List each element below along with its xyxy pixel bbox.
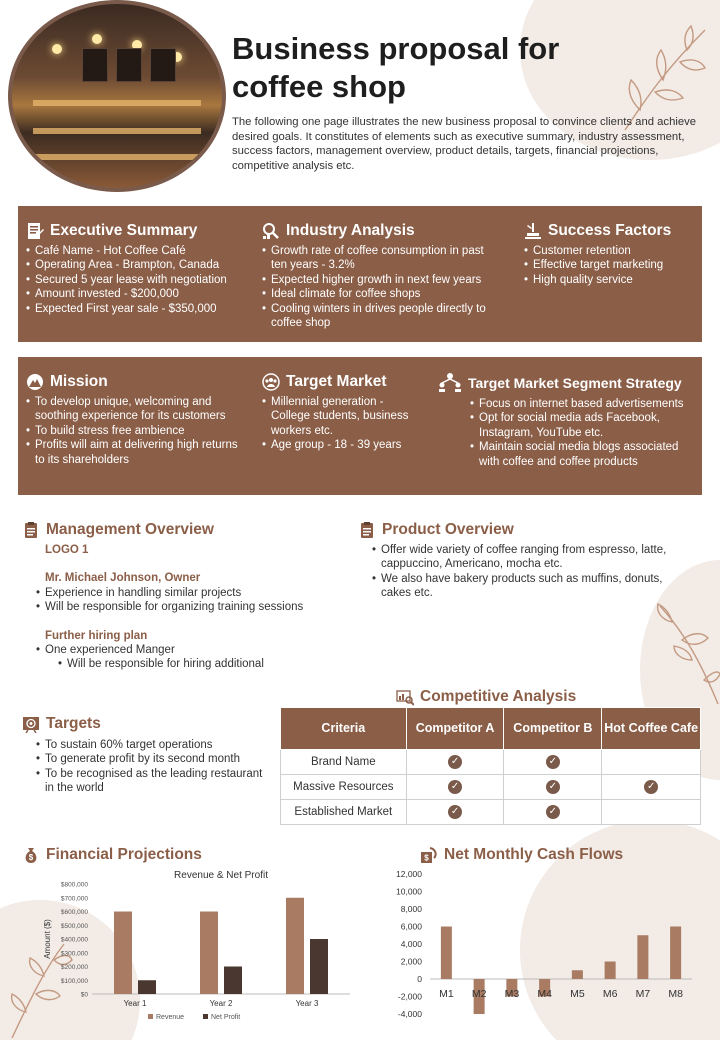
list-item: • Focus on internet based advertisements [470,397,695,411]
management-overview-heading-row [22,521,214,539]
x-tick-label: M2 [471,988,487,1000]
management-overview-body [45,543,345,672]
y-tick-label: 2,000 [400,956,422,967]
list-item: • Opt for social media ads Facebook, Instagram, YouTube etc. [470,411,695,440]
bar-net-profit [310,939,328,994]
table-cell-criteria: Massive Resources [281,775,407,800]
list-item: • Experience in handling similar projects [36,586,345,600]
analysis-icon [262,222,280,240]
list-item: • To generate profit by its second month [36,752,270,766]
legend-swatch [148,1014,153,1019]
y-tick-label: $300,000 [60,950,88,958]
people-icon [262,373,280,391]
list-item: • Maintain social media blogs associated with coffee and coffee products [470,440,695,469]
net-monthly-cash-flow-chart [380,866,700,1026]
list-item: • To be recognised as the leading restaurant in the world [36,767,270,796]
mission-heading: Mission [50,373,108,390]
bar-net-profit [138,980,156,994]
bar-revenue [286,898,304,994]
y-tick-label: $0 [80,991,88,999]
executive-summary-heading: Executive Summary [50,222,198,239]
x-tick-label: M6 [602,988,618,1000]
list-item: • Millennial generation - College students, business workers etc. [262,395,412,438]
list-item: • Will be responsible for organizing training sessions [36,600,345,614]
targets-heading: Targets [46,715,101,732]
targets-heading-row [22,715,101,733]
cash-icon [420,846,438,864]
x-tick-label: M7 [635,988,651,1000]
logo-placeholder: LOGO 1 [45,544,89,556]
bar-revenue [114,912,132,995]
chart-title: Revenue & Net Profit [174,870,268,881]
y-tick-label: 12,000 [396,869,422,879]
x-tick-label: M1 [439,988,454,1000]
x-tick-label: M5 [570,988,585,1000]
industry-analysis-section [262,222,532,330]
intro-text: The following one page illustrates the new business proposal to convince clients and achieve desired goals. It constitutes of elements such as executive summary, industry assessment, success factors, management overview, product details, targets, financial projections, competitive analysis etc. [232,116,697,172]
clipboard-icon [22,521,40,539]
list-item: • Secured 5 year lease with negotiation [26,273,271,287]
table-row [281,750,701,775]
competitive-analysis-table [280,707,701,825]
x-tick-label: Year 1 [123,999,147,1008]
cash-flows-heading: Net Monthly Cash Flows [444,846,624,863]
list-item: • High quality service [524,273,702,287]
list-item: • To develop unique, welcoming and soothing experience for its customers [26,395,246,424]
success-factors-section [524,222,702,287]
legend-label: Net Profit [211,1014,241,1021]
y-tick-label: 10,000 [396,886,422,897]
target-icon [22,715,40,733]
y-tick-label: 8,000 [400,904,422,914]
table-cell [602,800,701,825]
cash-flow-bar [637,935,648,979]
svg-text:$: $ [28,853,34,862]
list-item: • Age group - 18 - 39 years [262,438,412,452]
list-item: • One experienced Manger [36,643,345,657]
financial-projections-heading: Financial Projections [46,846,202,863]
list-item: • Cooling winters in drives people directly to coffee shop [262,302,502,331]
y-tick-label: $100,000 [60,977,88,985]
cash-flow-bar [441,927,452,980]
table-cell [406,750,504,775]
legend-swatch [203,1014,208,1019]
x-tick-label: M4 [537,988,552,1000]
list-item: • Ideal climate for coffee shops [262,287,502,301]
list-item: • Growth rate of coffee consumption in past ten years - 3.2% [262,244,502,273]
bar-revenue [200,912,218,995]
product-overview-heading: Product Overview [382,521,514,538]
table-cell [504,800,602,825]
y-tick-label: $600,000 [60,909,88,916]
list-item: • Customer retention [524,244,702,258]
product-overview-heading-row [358,521,514,539]
check-icon: ✓ [546,755,560,769]
list-item: • Offer wide variety of coffee ranging from espresso, latte, cappuccino, Americano, mocha etc. [372,543,671,572]
table-header: Hot Coffee Cafe [602,708,701,750]
x-tick-label: Year 2 [209,999,233,1008]
coffee-shop-photo [8,0,226,192]
y-tick-label: 4,000 [400,939,422,949]
hiring-plan-heading: Further hiring plan [45,629,148,642]
bar-net-profit [224,967,242,995]
mountain-icon [26,373,44,391]
y-tick-label: $400,000 [60,936,88,944]
owner-name: Mr. Michael Johnson, Owner [45,572,201,585]
table-cell-criteria: Brand Name [281,750,407,775]
table-cell [602,750,701,775]
legend-label: Revenue [156,1014,185,1021]
segment-strategy-section [438,373,702,469]
check-icon: ✓ [448,805,462,819]
table-header: Competitor A [406,708,504,750]
revenue-net-profit-chart [30,866,360,1030]
check-icon: ✓ [546,780,560,794]
clipboard-icon [358,521,376,539]
table-row [281,800,701,825]
list-item: • Expected higher growth in next few years [262,273,502,287]
y-tick-label: $800,000 [60,881,88,889]
overview-band-1 [18,206,702,342]
strategy-icon [438,373,462,393]
executive-summary-section [26,222,271,316]
list-item: • We also have bakery products such as muffins, donuts, cakes etc. [372,572,671,601]
table-row [281,775,701,800]
success-factors-heading: Success Factors [548,222,672,239]
mission-section [26,373,271,467]
overview-band-2 [18,357,702,495]
x-tick-label: M8 [668,988,683,1000]
targets-body [45,738,270,796]
page-title: Business proposal for coffee shop [232,31,560,104]
svg-text:$: $ [424,853,429,863]
list-item: • To build stress free ambience [26,424,246,438]
magnifier-chart-icon [396,688,414,706]
table-cell [504,775,602,800]
x-tick-label: M3 [504,988,520,1000]
cash-flows-heading-row [420,846,623,864]
list-item: • Amount invested - $200,000 [26,287,271,301]
list-item: • Will be responsible for hiring additional [58,657,345,671]
management-overview-heading: Management Overview [46,521,214,538]
cash-flow-bar [572,970,583,979]
list-item: • Café Name - Hot Coffee Café [26,244,271,258]
check-icon: ✓ [448,780,462,794]
table-cell [602,775,701,800]
segment-strategy-heading: Target Market Segment Strategy [468,375,682,391]
trophy-icon [524,222,542,240]
x-tick-label: Year 3 [295,999,319,1008]
money-bag-icon [22,846,40,864]
table-header: Competitor B [504,708,602,750]
list-item: • Expected First year sale - $350,000 [26,302,271,316]
y-tick-label: 6,000 [400,921,422,932]
y-tick-label: 0 [417,974,422,984]
check-icon: ✓ [448,755,462,769]
product-overview-body [381,543,671,601]
financial-projections-heading-row [22,846,202,864]
list-item: • To sustain 60% target operations [36,738,270,752]
y-tick-label: $500,000 [60,922,88,930]
table-cell-criteria: Established Market [281,800,407,825]
competitive-analysis-heading-row [396,688,576,706]
target-market-heading: Target Market [286,373,387,390]
target-market-section [262,373,442,453]
y-tick-label: -2,000 [397,991,422,1002]
list-item: • Operating Area - Brampton, Canada [26,258,271,272]
table-cell [504,750,602,775]
cash-flow-bar [670,927,681,980]
list-item: • Effective target marketing [524,258,702,272]
document-icon [26,222,44,240]
competitive-analysis-heading: Competitive Analysis [420,688,577,705]
list-item: • Profits will aim at delivering high returns to its shareholders [26,438,246,467]
table-cell [406,775,504,800]
table-header: Criteria [281,708,407,750]
y-tick-label: $700,000 [60,895,88,903]
cash-flow-bar [605,962,616,980]
check-icon: ✓ [546,805,560,819]
y-tick-label: -4,000 [397,1009,422,1019]
y-axis-label: Amount ($) [43,919,52,959]
check-icon: ✓ [644,780,658,794]
industry-analysis-heading: Industry Analysis [286,222,415,239]
table-cell [406,800,504,825]
leaf-decoration-mid-right [652,600,720,710]
y-tick-label: $200,000 [60,964,88,971]
